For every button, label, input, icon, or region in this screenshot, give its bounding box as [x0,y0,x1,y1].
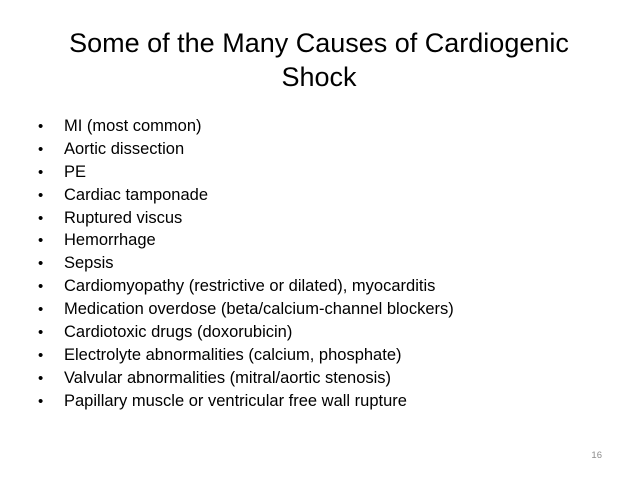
slide-title-line: Shock [281,62,357,92]
list-item [38,344,608,367]
list-item [38,207,608,230]
list-item [38,298,608,321]
list-item [38,229,608,252]
bullet-icon: • [38,140,44,158]
bullet-text: Medication overdose (beta/calcium-channel blockers) [64,300,454,319]
bullet-text: Cardiomyopathy (restrictive or dilated), myocarditis [64,277,436,296]
bullet-text: Valvular abnormalities (mitral/aortic stenosis) [64,368,392,387]
bullet-icon: • [38,255,44,273]
bullet-icon: • [38,324,44,342]
bullet-text: PE [64,162,87,181]
bullet-icon: • [38,186,44,204]
list-item [38,138,608,161]
bullet-text: Cardiotoxic drugs (doxorubicin) [64,323,293,342]
list-item [38,252,608,275]
bullet-icon: • [38,118,44,135]
bullet-text: Aortic dissection [64,139,185,158]
list-item [38,115,608,138]
bullet-icon: • [38,278,44,296]
list-item [38,184,608,207]
slide-title-line: Some of the Many Causes of Cardiogenic [69,28,569,58]
bullet-icon: • [38,346,44,364]
bullet-text: Ruptured viscus [64,208,183,227]
bullet-icon: • [38,392,44,410]
list-item [38,161,608,184]
bullet-icon: • [38,232,44,250]
slide-title [30,26,608,94]
bullet-icon: • [38,163,44,181]
bullet-text: Sepsis [64,254,114,273]
bullet-list [38,115,608,413]
bullet-icon: • [38,369,44,387]
list-item [38,321,608,344]
bullet-icon: • [38,209,44,227]
bullet-icon: • [38,301,44,319]
bullet-text: MI (most common) [64,117,202,135]
list-item [38,390,608,413]
bullet-text: Electrolyte abnormalities (calcium, phosphate) [64,345,402,364]
page-number: 16 [591,450,602,461]
bullet-text: Cardiac tamponade [64,185,209,204]
list-item [38,275,608,298]
list-item [38,367,608,390]
bullet-text: Papillary muscle or ventricular free wall rupture [64,391,407,410]
bullet-text: Hemorrhage [64,231,156,250]
